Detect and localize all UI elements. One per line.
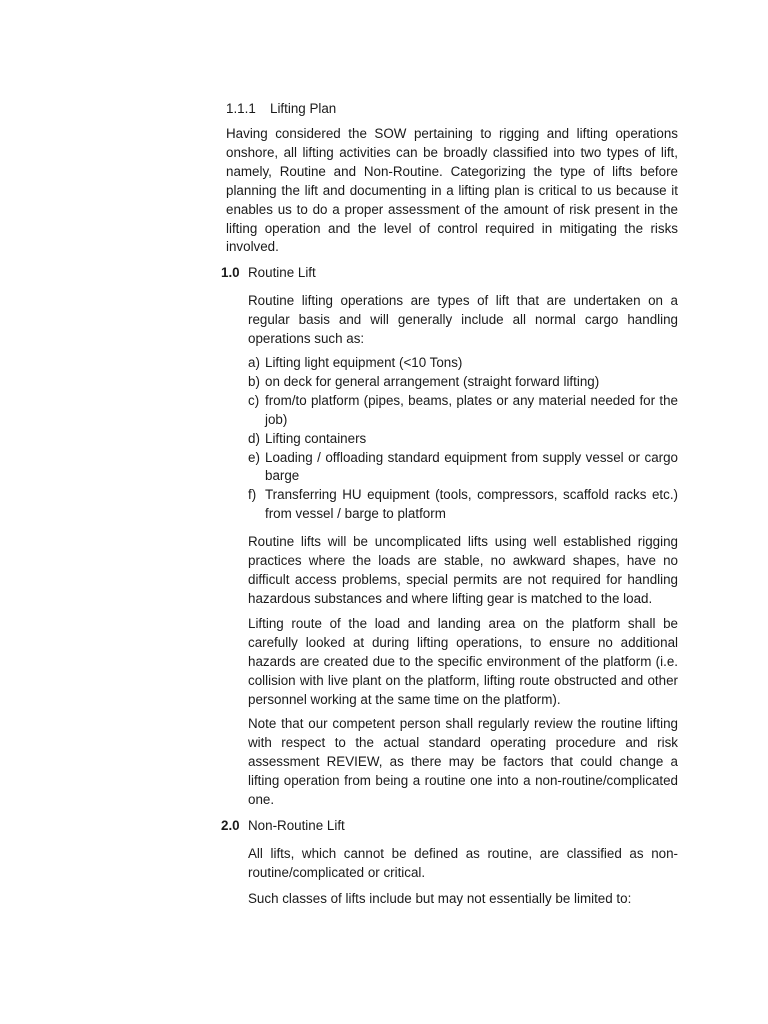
routine-lift-list — [248, 354, 678, 524]
routine-lift-paragraph-4: Note that our competent person shall regularly review the routine lifting with respect to the actual standard operating procedure and risk assessment REVIEW, as there may be factors that could change a lifting operation from being a routine one into a non-routine/complicated one. — [248, 716, 678, 807]
list-marker: d) — [248, 430, 260, 446]
list-item — [248, 373, 678, 392]
list-item-text: Lifting light equipment (<10 Tons) — [265, 355, 463, 370]
non-routine-lift-paragraph-2: Such classes of lifts include but may not essentially be limited to: — [248, 891, 632, 906]
non-routine-lift-paragraph-1: All lifts, which cannot be defined as routine, are classified as non-routine/complicated or critical. — [248, 846, 678, 880]
section-title: Non-Routine Lift — [248, 818, 345, 833]
routine-lift-paragraph-3: Lifting route of the load and landing area on the platform shall be carefully looked at during lifting operations, to ensure no additional hazards are created due to the specific environment of the platform (i.e. collision with live plant on the platform, lifting route obstructed and other personnel working at the same time on the platform). — [248, 616, 678, 707]
list-item-text: on deck for general arrangement (straight forward lifting) — [265, 373, 600, 389]
routine-lift-paragraph-1: Routine lifting operations are types of lift that are undertaken on a regular basis and will generally include all normal cargo handling operations such as: — [248, 293, 678, 346]
list-item — [248, 430, 678, 449]
list-item-text: from/to platform (pipes, beams, plates or any material needed for the job) — [265, 392, 678, 427]
list-item-text: Lifting containers — [265, 430, 367, 446]
subsection-title: Lifting Plan — [270, 101, 337, 116]
list-marker: c) — [248, 392, 260, 408]
list-marker: e) — [248, 449, 260, 465]
list-marker: b) — [248, 373, 260, 389]
subsection-heading — [226, 100, 686, 119]
list-marker: f) — [248, 487, 257, 503]
list-item-text: Loading / offloading standard equipment from supply vessel or cargo barge — [265, 449, 678, 484]
routine-lift-paragraph-2: Routine lifts will be uncomplicated lifts using well established rigging practices where the loads are stable, no awkward shapes, have no difficult access problems, special permits are not required for handling hazardous substances and where lifting gear is matched to the load. — [248, 534, 678, 606]
list-item-text: Transferring HU equipment (tools, compressors, scaffold racks etc.) from vessel / barge to platform — [265, 487, 678, 522]
section-number: 1.0 — [221, 265, 240, 280]
list-item — [248, 392, 678, 430]
intro-paragraph: Having considered the SOW pertaining to rigging and lifting operations onshore, all lifting activities can be broadly classified into two types of lift, namely, Routine and Non-Routine. Categorizing the type of lifts before planning the lift and documenting in a lifting plan is critical to us because it enables us to do a proper assessment of the amount of risk present in the lifting operation and the level of control required in mitigating the risks involved. — [226, 126, 678, 255]
section-heading-non-routine-lift — [221, 817, 345, 836]
list-item — [248, 486, 678, 524]
list-item — [248, 449, 678, 487]
section-number: 2.0 — [221, 818, 240, 833]
section-heading-routine-lift — [221, 264, 316, 283]
list-item — [248, 354, 678, 373]
subsection-number: 1.1.1 — [226, 101, 256, 116]
list-marker: a) — [248, 355, 260, 370]
section-title: Routine Lift — [248, 265, 316, 280]
